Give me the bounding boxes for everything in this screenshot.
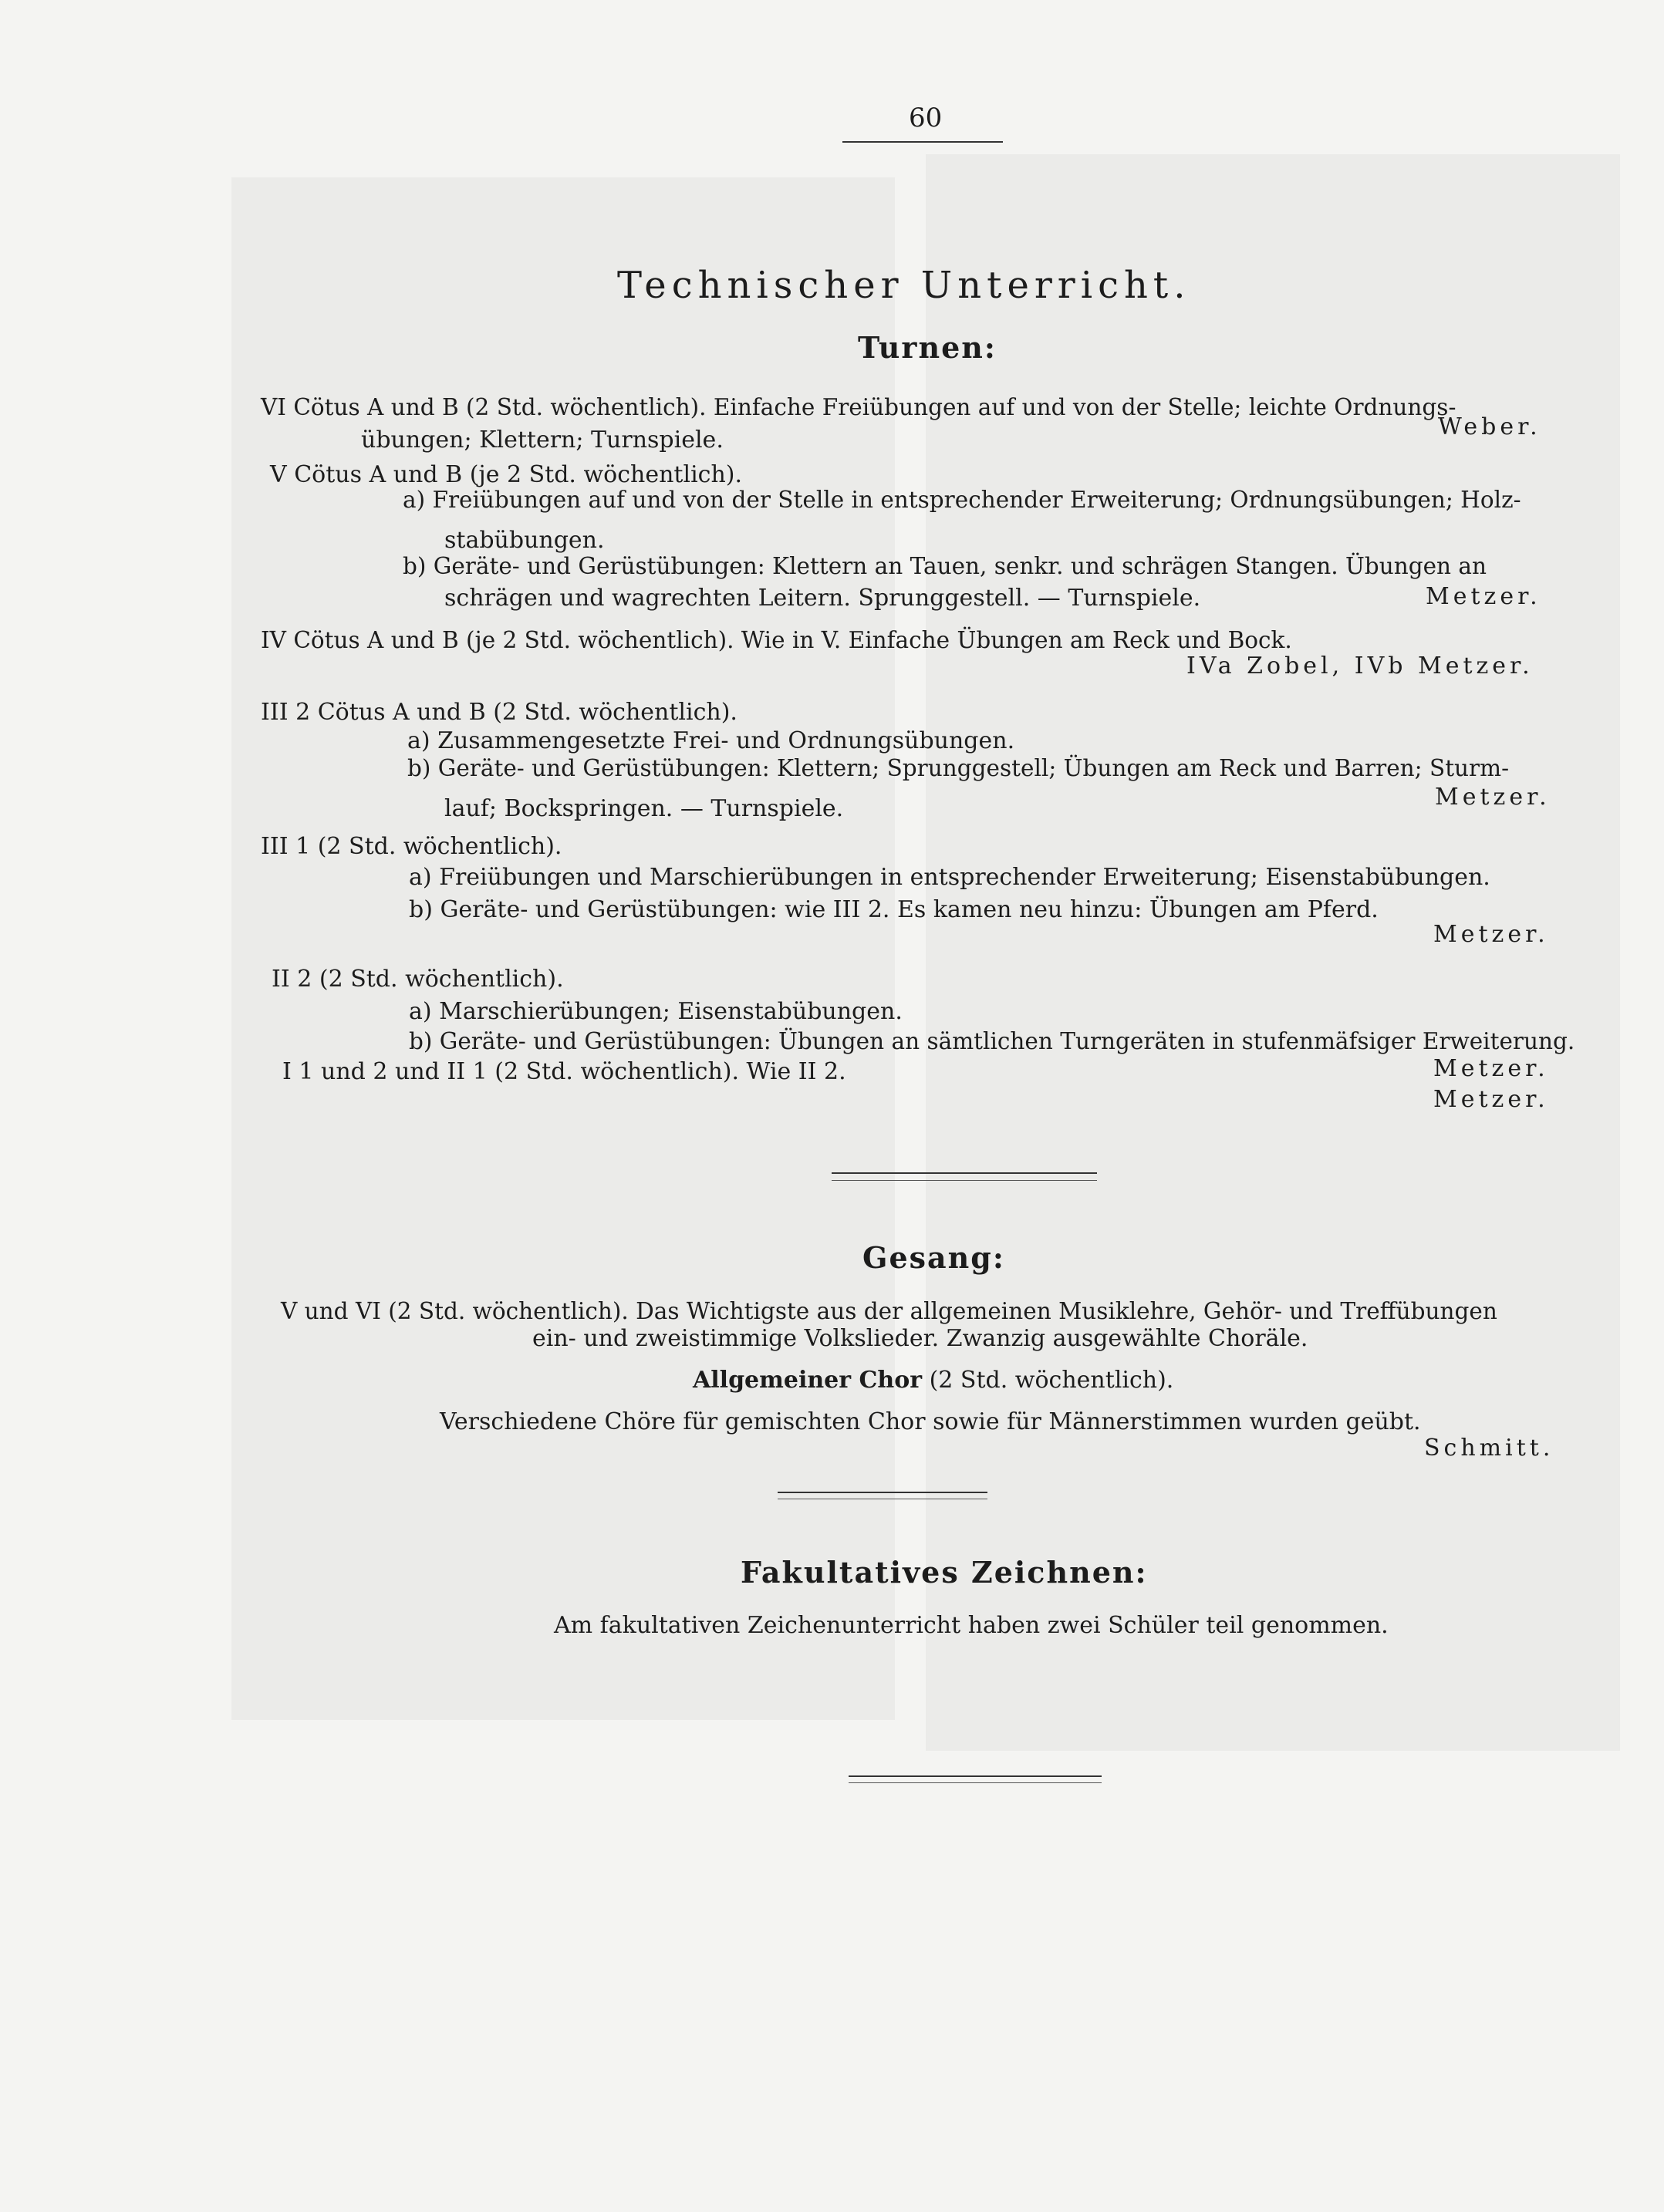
gesang-line2: ein- und zweistimmige Volkslieder. Zwanzig ausgewählte Choräle. <box>532 1325 1308 1352</box>
section-heading-gesang: Gesang: <box>862 1240 1005 1275</box>
turnen-v-line: V Cötus A und B (je 2 Std. wöchentlich). <box>270 461 743 488</box>
turnen-i-line: I 1 und 2 und II 1 (2 Std. wöchentlich). Wie II 2. <box>282 1058 846 1085</box>
turnen-iii2-a: a) Zusammengesetzte Frei- und Ordnungsübungen. <box>407 727 1015 754</box>
turnen-vi-line1: VI Cötus A und B (2 Std. wöchentlich). Einfache Freiübungen auf und von der Stelle; leichte Ordnungs- <box>261 394 1456 420</box>
turnen-iii1-teacher: Metzer. <box>1433 921 1549 948</box>
gesang-teacher: Schmitt. <box>1424 1435 1554 1462</box>
turnen-vi-teacher: Weber. <box>1438 413 1541 440</box>
section-divider-3b <box>849 1782 1102 1783</box>
zeichnen-line: Am fakultativen Zeichenunterricht haben zwei Schüler teil genommen. <box>554 1612 1389 1639</box>
turnen-v-a1: a) Freiübungen auf und von der Stelle in entsprechender Erweiterung; Ordnungsübungen; Holz- <box>403 487 1521 513</box>
turnen-v-a2: stabübungen. <box>444 527 605 554</box>
gesang-line1: V und VI (2 Std. wöchentlich). Das Wichtigste aus der allgemeinen Musiklehre, Gehör- und Treffübungen <box>281 1298 1497 1324</box>
turnen-v-b2: schrägen und wagrechten Leitern. Sprunggestell. — Turnspiele. <box>444 585 1201 612</box>
section-heading-zeichnen: Fakultatives Zeichnen: <box>741 1555 1148 1590</box>
turnen-iii2-b2: lauf; Bockspringen. — Turnspiele. <box>444 795 844 822</box>
turnen-v-teacher: Metzer. <box>1426 583 1541 610</box>
section-divider-2a <box>778 1492 987 1493</box>
gesang-chor-hours: (2 Std. wöchentlich). <box>929 1367 1174 1394</box>
section-divider-1b <box>832 1180 1097 1181</box>
turnen-ii2-b: b) Geräte- und Gerüstübungen: Übungen an sämtlichen Turngeräten in stufenmäfsiger Erweiterung. <box>409 1028 1575 1054</box>
turnen-iii2-line: III 2 Cötus A und B (2 Std. wöchentlich). <box>261 699 737 726</box>
turnen-ii2-line: II 2 (2 Std. wöchentlich). <box>272 966 564 993</box>
page-title: Technischer Unterricht. <box>617 264 1191 307</box>
gesang-chor-label: Allgemeiner Chor <box>693 1367 923 1394</box>
turnen-v-b1: b) Geräte- und Gerüstübungen: Klettern an Tauen, senkr. und schrägen Stangen. Übungen an <box>403 553 1487 579</box>
turnen-iii1-b: b) Geräte- und Gerüstübungen: wie III 2. Es kamen neu hinzu: Übungen am Pferd. <box>409 896 1379 923</box>
turnen-i-teacher: Metzer. <box>1433 1086 1549 1113</box>
section-heading-turnen: Turnen: <box>858 330 997 365</box>
gesang-chor-line <box>693 1367 1173 1394</box>
turnen-iii1-line: III 1 (2 Std. wöchentlich). <box>261 833 562 860</box>
section-divider-1a <box>832 1172 1097 1174</box>
turnen-vi-line2: übungen; Klettern; Turnspiele. <box>361 427 724 454</box>
turnen-iii2-teacher: Metzer. <box>1435 784 1551 811</box>
turnen-iv-teacher: IVa Zobel, IVb Metzer. <box>1186 652 1534 679</box>
page-number-rule <box>842 141 1003 143</box>
turnen-ii2-a: a) Marschierübungen; Eisenstabübungen. <box>409 998 903 1025</box>
turnen-iii2-b1: b) Geräte- und Gerüstübungen: Klettern; Sprunggestell; Übungen am Reck und Barren; Sturm- <box>407 755 1510 781</box>
turnen-iv-line: IV Cötus A und B (je 2 Std. wöchentlich). Wie in V. Einfache Übungen am Reck und Bock. <box>261 627 1292 653</box>
section-divider-3a <box>849 1775 1102 1777</box>
page-number: 60 <box>909 103 943 133</box>
turnen-iii1-a: a) Freiübungen und Marschierübungen in entsprechender Erweiterung; Eisenstabübungen. <box>409 864 1490 891</box>
gesang-line3: Verschiedene Chöre für gemischten Chor sowie für Männerstimmen wurden geübt. <box>440 1408 1421 1435</box>
turnen-ii2-teacher: Metzer. <box>1433 1055 1549 1082</box>
